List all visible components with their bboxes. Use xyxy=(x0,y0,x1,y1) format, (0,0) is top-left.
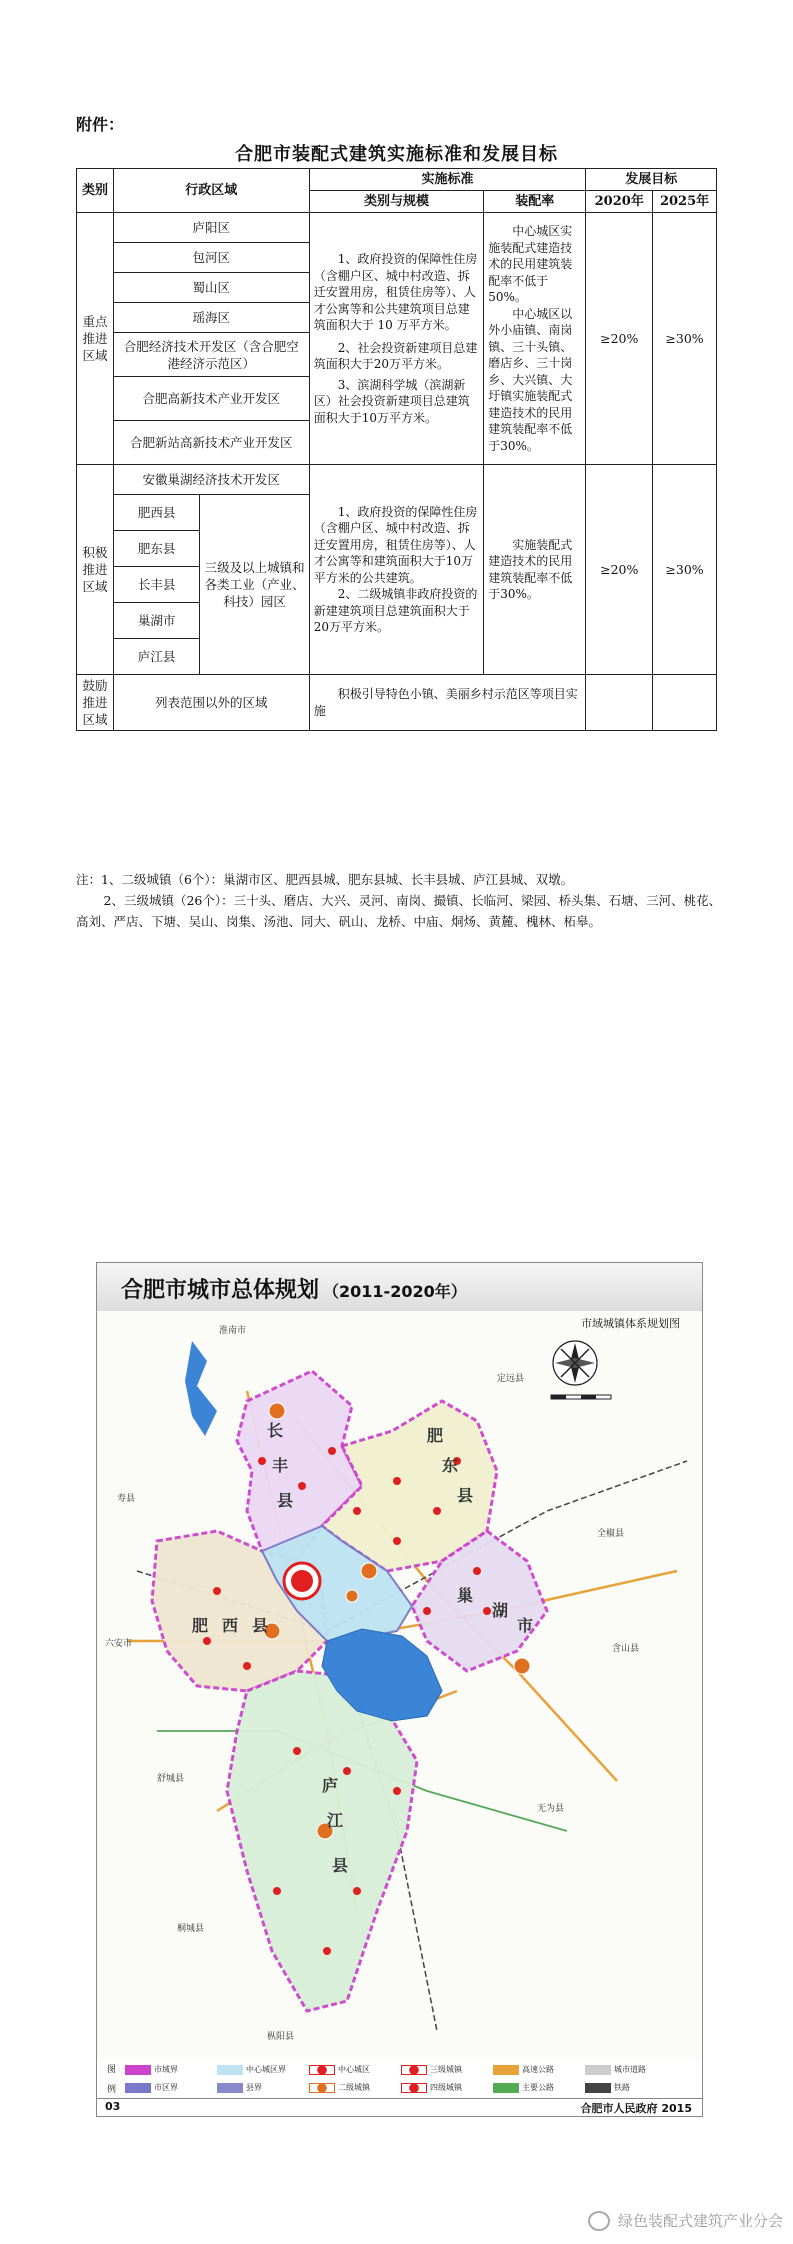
county-scope: 三级及以上城镇和各类工业（产业、科技）园区 xyxy=(200,495,309,675)
third-tier-town xyxy=(203,1637,211,1645)
legend-label: 市域界 xyxy=(154,2065,178,2074)
second-tier-town xyxy=(361,1563,377,1579)
third-tier-town xyxy=(213,1587,221,1595)
region-cell: 蜀山区 xyxy=(113,273,309,303)
group3-region: 列表范围以外的区域 xyxy=(113,675,309,731)
legend-swatch xyxy=(401,2065,427,2075)
second-tier-town xyxy=(514,1658,530,1674)
county-label: 丰 xyxy=(272,1456,289,1475)
group1-standard: 1、政府投资的保障性住房（含棚户区、城中村改造、拆迁安置用房，租赁住房等）、人才公寓等和公共建筑项目总建筑面积大于 10 万平方米。 2、社会投资新建项目总建筑面积大于20万平方米。 3、滨湖科学城（滨湖新区）社会投资新建项目总建筑面积大于10万平方米。 xyxy=(309,213,484,465)
second-tier-town xyxy=(346,1590,358,1602)
third-tier-town xyxy=(393,1477,401,1485)
third-tier-town xyxy=(353,1507,361,1515)
group1-label: 重点推进区域 xyxy=(77,213,114,465)
third-tier-town xyxy=(258,1457,266,1465)
third-tier-town xyxy=(483,1607,491,1615)
group2-goal-2025: ≥30% xyxy=(653,465,717,675)
third-tier-town xyxy=(423,1607,431,1615)
legend-label: 二级城镇 xyxy=(338,2083,370,2092)
legend-swatch xyxy=(585,2065,611,2075)
region-cell: 瑶海区 xyxy=(113,303,309,333)
group3-standard: 积极引导特色小镇、美丽乡村示范区等项目实施 xyxy=(309,675,586,731)
header-standard: 实施标准 xyxy=(309,169,586,191)
place-label: 寿县 xyxy=(117,1494,136,1504)
planning-map xyxy=(96,1262,703,2117)
map-subtitle: 市域城镇体系规划图 xyxy=(581,1317,680,1330)
map-footer xyxy=(97,2098,702,2117)
map-page-number: 03 xyxy=(105,2100,121,2113)
county-label: 县 xyxy=(332,1856,349,1875)
third-tier-town xyxy=(293,1747,301,1755)
third-tier-town xyxy=(273,1887,281,1895)
header-type: 类别与规模 xyxy=(309,191,484,213)
legend-item xyxy=(401,2082,462,2093)
header-region: 行政区域 xyxy=(113,169,309,213)
map-legend xyxy=(97,2060,702,2098)
attachment-label: 附件： xyxy=(76,115,125,134)
legend-swatch xyxy=(125,2065,151,2075)
place-label: 淮南市 xyxy=(219,1326,247,1336)
legend-label: 中心城区 xyxy=(338,2065,370,2074)
legend-label: 四级城镇 xyxy=(430,2083,462,2092)
map-canvas xyxy=(97,1311,702,2060)
county-label: 西 xyxy=(222,1616,239,1635)
place-label: 含山县 xyxy=(612,1644,640,1654)
place-label: 无为县 xyxy=(537,1804,565,1814)
third-tier-town xyxy=(343,1767,351,1775)
county-label: 巢 xyxy=(457,1586,474,1605)
third-tier-town xyxy=(328,1447,336,1455)
legend-swatch xyxy=(493,2083,519,2093)
place-label: 全椒县 xyxy=(597,1529,625,1539)
legend-title: 例 xyxy=(107,2085,117,2095)
region-cell: 包河区 xyxy=(113,243,309,273)
county-label: 东 xyxy=(442,1456,459,1475)
legend-item xyxy=(493,2082,554,2093)
county-label: 县 xyxy=(277,1491,294,1510)
legend-swatch xyxy=(217,2083,243,2093)
central-city-marker xyxy=(284,1563,320,1599)
county-label: 县 xyxy=(457,1486,474,1505)
scale-bar xyxy=(551,1395,611,1399)
legend-item xyxy=(125,2082,178,2093)
legend-item xyxy=(493,2064,554,2075)
region-cell: 合肥新站高新技术产业开发区 xyxy=(113,421,309,465)
region-cell: 庐阳区 xyxy=(113,213,309,243)
legend-label: 高速公路 xyxy=(522,2065,554,2074)
county-label: 长 xyxy=(267,1421,284,1440)
third-tier-town xyxy=(393,1537,401,1545)
region-cell: 合肥高新技术产业开发区 xyxy=(113,377,309,421)
region-cell: 合肥经济技术开发区（含合肥空港经济示范区） xyxy=(113,333,309,377)
group3-label: 鼓励推进区域 xyxy=(77,675,114,731)
legend-item xyxy=(309,2082,370,2093)
note-2: 2、三级城镇（26个）：三十头、磨店、大兴、灵河、南岗、撮镇、长临河、梁园、桥头集、石塘、三河、桃花、高刘、严店、下塘、吴山、岗集、汤池、同大、矾山、龙桥、中庙、烔炀、黄麓、槐林、柘皋。 xyxy=(76,893,722,929)
legend-item xyxy=(309,2064,370,2075)
group2-rate: 实施装配式建造技术的民用建筑装配率不低于30%。 xyxy=(484,465,586,675)
legend-item xyxy=(217,2064,286,2075)
standards-table xyxy=(76,168,717,731)
third-tier-town xyxy=(243,1662,251,1670)
group1-goal-2025: ≥30% xyxy=(653,213,717,465)
group2-label: 积极推进区域 xyxy=(77,465,114,675)
county-cell: 巢湖市 xyxy=(113,603,200,639)
third-tier-town xyxy=(323,1947,331,1955)
county-label: 湖 xyxy=(492,1601,509,1620)
third-tier-town xyxy=(473,1567,481,1575)
county-cell: 肥东县 xyxy=(113,531,200,567)
legend-item xyxy=(217,2082,262,2093)
legend-swatch xyxy=(309,2083,335,2093)
legend-swatch xyxy=(217,2065,243,2075)
legend-label: 铁路 xyxy=(614,2083,630,2092)
header-category: 类别 xyxy=(77,169,114,213)
legend-label: 主要公路 xyxy=(522,2083,554,2092)
place-label: 六安市 xyxy=(105,1639,133,1649)
legend-swatch xyxy=(309,2065,335,2075)
place-label: 舒城县 xyxy=(157,1774,185,1784)
legend-title: 图 xyxy=(107,2065,117,2075)
county-label: 市 xyxy=(517,1616,534,1635)
third-tier-town xyxy=(298,1482,306,1490)
header-rate: 装配率 xyxy=(484,191,586,213)
legend-label: 县界 xyxy=(246,2083,262,2092)
second-tier-town xyxy=(269,1403,285,1419)
legend-item xyxy=(125,2064,178,2075)
legend-label: 城市道路 xyxy=(614,2065,646,2074)
group2-standard: 1、政府投资的保障性住房（含棚户区、城中村改造、拆迁安置用房，租赁住房等）、人才公寓等和建筑面积大于10万平方米的公共建筑。 2、二级城镇非政府投资的新建建筑项目总建筑面积大于20万平方米。 xyxy=(309,465,484,675)
document-title: 合肥市装配式建筑实施标准和发展目标 xyxy=(235,144,558,165)
place-label: 定远县 xyxy=(497,1374,525,1384)
legend-item xyxy=(401,2064,462,2075)
county-label: 肥 xyxy=(427,1426,444,1445)
compass-icon xyxy=(553,1341,597,1385)
wechat-watermark: 绿色装配式建筑产业分会 xyxy=(588,2210,783,2231)
legend-swatch xyxy=(401,2083,427,2093)
legend-label: 市区界 xyxy=(154,2083,178,2092)
group1-rate: 中心城区实施装配式建造技术的民用建筑装配率不低于50%。 中心城区以外小庙镇、南岗镇、三十头镇、磨店乡、三十岗乡、大兴镇、大圩镇实施装配式建造技术的民用建筑装配率不低于30%。 xyxy=(484,213,586,465)
county-label: 县 xyxy=(252,1616,269,1635)
group1-goal-2020: ≥20% xyxy=(586,213,653,465)
county-cell: 肥西县 xyxy=(113,495,200,531)
header-2025: 2025年 xyxy=(653,191,717,213)
third-tier-town xyxy=(433,1507,441,1515)
legend-item xyxy=(585,2064,646,2075)
county-label: 肥 xyxy=(192,1616,209,1635)
third-tier-town xyxy=(353,1887,361,1895)
legend-item xyxy=(585,2082,630,2093)
legend-label: 中心城区界 xyxy=(246,2065,286,2074)
map-title: 合肥市城市总体规划 （2011-2020年） xyxy=(121,1278,467,1303)
region-cell: 安徽巢湖经济技术开发区 xyxy=(113,465,309,495)
third-tier-town xyxy=(393,1787,401,1795)
legend-swatch xyxy=(125,2083,151,2093)
map-publisher: 合肥市人民政府 2015 xyxy=(580,2102,692,2115)
legend-label: 三级城镇 xyxy=(430,2065,462,2074)
county-label: 江 xyxy=(327,1811,344,1830)
note-1: 注：1、二级城镇（6个）：巢湖市区、肥西县城、肥东县城、长丰县城、庐江县城、双墩。 xyxy=(76,872,574,887)
map-header xyxy=(97,1263,702,1312)
legend-swatch xyxy=(493,2065,519,2075)
county-label: 庐 xyxy=(322,1776,339,1795)
legend-swatch xyxy=(585,2083,611,2093)
header-goal: 发展目标 xyxy=(586,169,717,191)
group2-goal-2020: ≥20% xyxy=(586,465,653,675)
place-label: 枞阳县 xyxy=(267,2032,295,2042)
county-cell: 庐江县 xyxy=(113,639,200,675)
header-2020: 2020年 xyxy=(586,191,653,213)
place-label: 桐城县 xyxy=(177,1924,205,1934)
county-cell: 长丰县 xyxy=(113,567,200,603)
wechat-icon xyxy=(588,2211,610,2231)
table-notes xyxy=(76,869,726,932)
